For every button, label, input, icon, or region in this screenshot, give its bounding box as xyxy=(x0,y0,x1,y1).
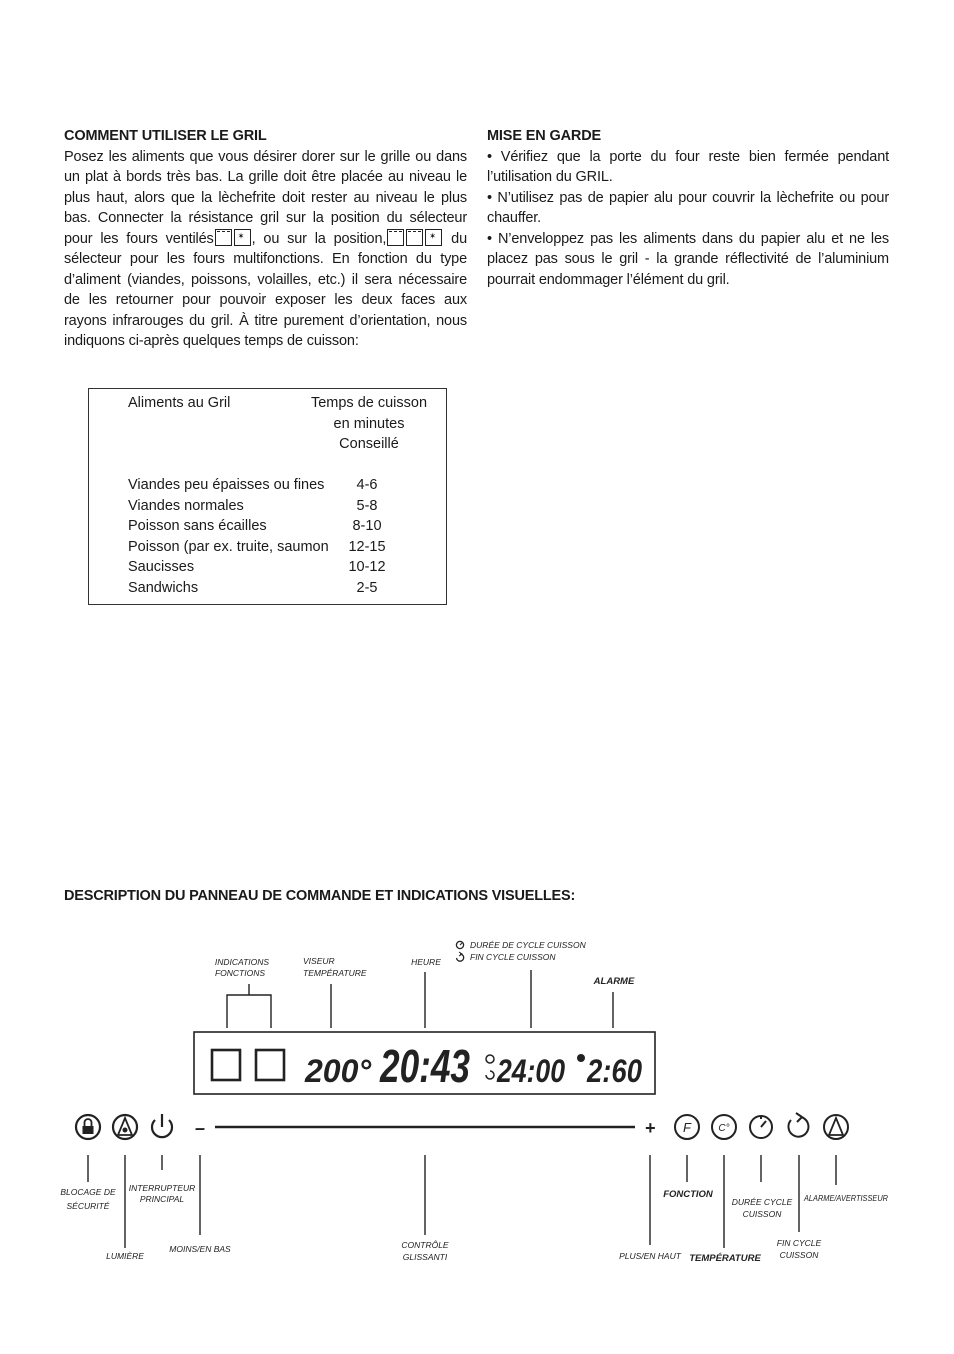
warning-list xyxy=(487,147,889,291)
label-interrupteur: INTERRUPTEUR xyxy=(128,1183,196,1193)
end-cycle-small-icon xyxy=(457,952,464,961)
label-controle: CONTRÔLE xyxy=(401,1240,449,1250)
label-indications: INDICATIONS xyxy=(214,957,270,967)
label-alarme-avertisseur: ALARME/AVERTISSEUR xyxy=(803,1193,888,1203)
warning-heading: MISE EN GARDE xyxy=(487,128,602,144)
control-panel-diagram xyxy=(0,930,954,1280)
label-duree-cycle: DURÉE DE CYCLE CUISSON xyxy=(470,940,586,950)
table-row xyxy=(128,557,428,578)
display-temperature: 200° xyxy=(305,1053,372,1089)
timer-icon xyxy=(761,1121,766,1127)
warning-item: • N’enveloppez pas les aliments dans du papier alu et ne les placez pas sous le gril - la grande réflectivité de l’aluminium pourrait endommager l’élément du gril. xyxy=(487,230,889,288)
table-header-food: Aliments au Gril xyxy=(128,395,231,411)
label-blocage: BLOCAGE DE xyxy=(60,1187,116,1197)
table-header-time-line: en minutes xyxy=(333,415,405,432)
table-cell-time: 12-15 xyxy=(348,538,386,555)
oven-grill-icon xyxy=(406,229,423,246)
label-fonction: FONCTION xyxy=(663,1189,713,1200)
lcd-display xyxy=(194,1032,655,1094)
table-cell-time: 5-8 xyxy=(356,497,378,514)
plus-sign: + xyxy=(644,1118,656,1138)
label-viseur-line2: TEMPÉRATURE xyxy=(303,968,367,978)
power-button[interactable] xyxy=(152,1114,172,1137)
label-blocage-line2: SÉCURITÉ xyxy=(66,1201,110,1211)
label-viseur: VISEUR xyxy=(303,956,335,966)
label-interrupteur-line2: PRINCIPAL xyxy=(139,1194,185,1204)
label-alarme: ALARME xyxy=(593,976,635,987)
label-fin: FIN CYCLE xyxy=(776,1238,822,1248)
gril-section xyxy=(64,126,467,352)
table-header-time-line: Conseillé xyxy=(339,436,399,452)
oven-top-heat-icon xyxy=(387,229,404,246)
minus-sign: – xyxy=(194,1118,206,1138)
table-cell-food: Poisson (par ex. truite, saumon xyxy=(128,538,329,555)
table-cell-food: Viandes normales xyxy=(128,497,244,514)
function-button[interactable] xyxy=(675,1115,699,1139)
table-cell-food: Sandwichs xyxy=(128,579,199,596)
label-plus: PLUS/EN HAUT xyxy=(619,1251,681,1261)
table-row xyxy=(128,516,428,537)
table-cell-time: 10-12 xyxy=(348,559,386,575)
end-cycle-button[interactable] xyxy=(788,1113,808,1137)
oven-top-heat-icon xyxy=(215,229,232,246)
display-clock: 20:43 xyxy=(379,1040,471,1092)
table-cell-food: Viandes peu épaisses ou fines xyxy=(128,477,325,493)
warning-item: • Vérifiez que la porte du four reste bien fermée pendant l’utilisation du GRIL. xyxy=(487,148,889,185)
oven-fan-grill-icon xyxy=(425,229,442,246)
label-temperature: TEMPÉRATURE xyxy=(689,1253,761,1264)
display-end-cycle-icon xyxy=(486,1071,494,1079)
table-header-time-line: Temps de cuisson xyxy=(310,395,428,411)
table-row xyxy=(128,537,428,558)
gril-heading: COMMENT UTILISER LE GRIL xyxy=(64,128,267,144)
temperature-button[interactable] xyxy=(712,1115,736,1139)
gril-text-c: du sélecteur pour les fours multifonctions. En fonction du type d’aliment (viandes, poissons, volailles, etc.) il sera nécessaire de les retourner pour pouvoir exposer les deux faces aux rayons infrarouges du gril. À titre purement d’orientation, nous indiquons ci-après quelques temps de cuisson: xyxy=(64,230,467,349)
label-fin-line2: CUISSON xyxy=(779,1250,819,1260)
display-alarm: 2:60 xyxy=(586,1053,643,1089)
label-indications-line2: FONCTIONS xyxy=(214,968,266,978)
label-moins: MOINS/EN BAS xyxy=(169,1244,231,1254)
table-cell-food: Saucisses xyxy=(128,559,195,575)
duration-button[interactable] xyxy=(750,1116,772,1138)
label-lumiere: LUMIÈRE xyxy=(106,1251,144,1261)
display-duration: 24:00 xyxy=(496,1053,566,1089)
table-body xyxy=(128,475,428,598)
display-duration-icon xyxy=(486,1055,494,1063)
warning-section xyxy=(487,126,889,290)
alarm-button[interactable] xyxy=(824,1115,848,1139)
bell-icon xyxy=(829,1118,843,1135)
warning-item: • N’utilisez pas de papier alu pour couvrir la lèchefrite ou pour chauffer. xyxy=(487,189,889,226)
panel-section-title: DESCRIPTION DU PANNEAU DE COMMANDE ET INDICATIONS VISUELLES: xyxy=(64,888,576,904)
display-alarm-icon xyxy=(577,1054,585,1062)
table-row xyxy=(128,496,428,517)
table-cell-food: Poisson sans écailles xyxy=(128,518,267,534)
table-header-time xyxy=(297,393,441,455)
label-controle-line2: GLISSANTI xyxy=(402,1252,448,1262)
grill-times-table xyxy=(88,388,447,605)
table-row xyxy=(128,578,428,599)
duration-small-icon xyxy=(456,941,463,948)
function-indicator-2 xyxy=(256,1050,284,1080)
lock-icon xyxy=(83,1126,94,1134)
table-row xyxy=(128,475,428,496)
lock-button[interactable] xyxy=(76,1115,100,1139)
label-heure: HEURE xyxy=(411,957,441,967)
label-duree-line2: CUISSON xyxy=(742,1209,782,1219)
label-duree: DURÉE CYCLE xyxy=(731,1197,793,1207)
label-fin-cycle: FIN CYCLE CUISSON xyxy=(470,952,556,962)
temp-key-label: C° xyxy=(718,1123,730,1134)
function-indicator-1 xyxy=(212,1050,240,1080)
gril-text-a: Posez les aliments que vous désirer dorer sur le grille ou dans un plat à bords très bas. La grille doit être placée au niveau le plus haut, alors que la lèchefrite doit rester au niveau le plus bas. Connecter la résistance gril sur la position du sélecteur pour les fours ventilés xyxy=(64,148,467,247)
table-cell-time: 8-10 xyxy=(352,518,382,534)
table-cell-time: 2-5 xyxy=(356,579,378,596)
light-button[interactable] xyxy=(113,1115,137,1139)
gril-paragraph xyxy=(64,147,467,352)
table-cell-time: 4-6 xyxy=(356,477,378,493)
function-key-label: F xyxy=(683,1120,691,1135)
gril-text-b: , ou sur la position, xyxy=(251,230,387,247)
oven-fan-icon xyxy=(234,229,251,246)
